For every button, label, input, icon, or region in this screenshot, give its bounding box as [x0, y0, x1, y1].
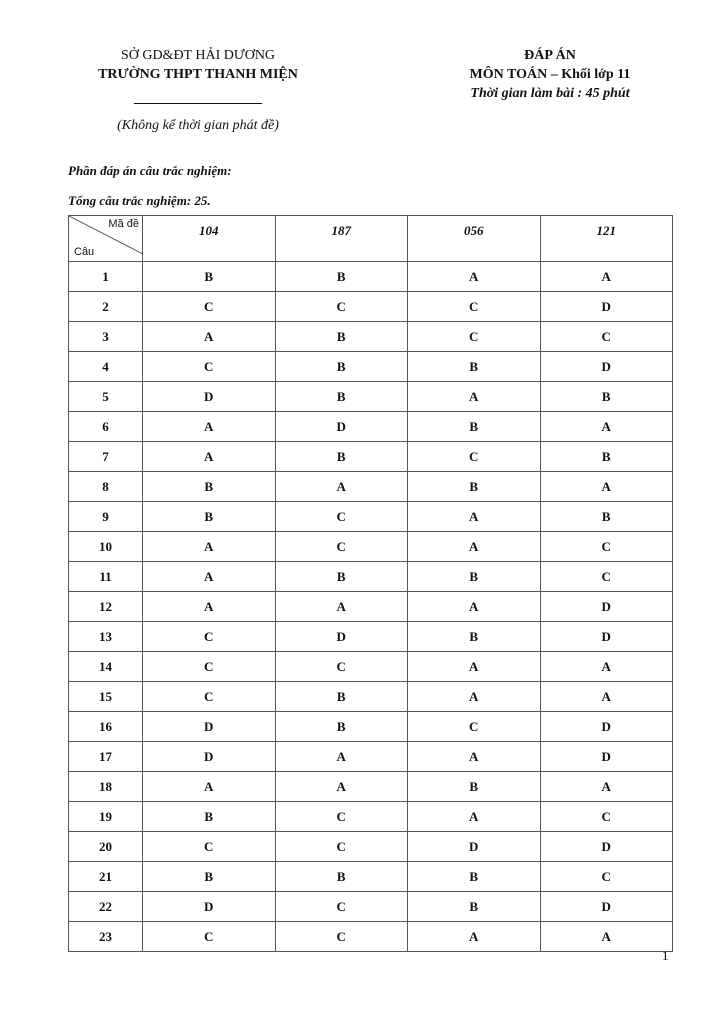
question-number: 17: [69, 742, 143, 772]
question-number: 7: [69, 442, 143, 472]
table-row: [69, 922, 673, 952]
table-row: [69, 502, 673, 532]
answer-cell: B: [275, 352, 408, 382]
exam-code-header: 121: [540, 216, 673, 262]
answer-cell: C: [540, 532, 673, 562]
table-row: [69, 382, 673, 412]
question-number: 5: [69, 382, 143, 412]
answer-cell: B: [540, 502, 673, 532]
table-row: [69, 442, 673, 472]
answer-cell: B: [275, 262, 408, 292]
answer-cell: B: [143, 262, 276, 292]
table-header-row: [69, 216, 673, 262]
question-label: Câu: [74, 246, 95, 258]
answer-cell: B: [143, 802, 276, 832]
answer-cell: B: [408, 892, 541, 922]
answer-cell: C: [408, 442, 541, 472]
answer-cell: C: [275, 532, 408, 562]
total-questions: Tổng câu trắc nghiệm: 25.: [68, 193, 211, 208]
answer-cell: C: [143, 682, 276, 712]
answer-cell: D: [540, 622, 673, 652]
answer-cell: A: [408, 802, 541, 832]
answer-cell: D: [143, 892, 276, 922]
answer-cell: B: [143, 862, 276, 892]
answer-cell: C: [143, 652, 276, 682]
answer-cell: C: [143, 292, 276, 322]
question-number: 13: [69, 622, 143, 652]
answer-cell: C: [540, 562, 673, 592]
answer-cell: C: [143, 922, 276, 952]
table-row: [69, 742, 673, 772]
answer-cell: A: [408, 532, 541, 562]
table-row: [69, 772, 673, 802]
question-number: 18: [69, 772, 143, 802]
subject-grade: MÔN TOÁN – Khối lớp 11: [469, 67, 631, 82]
answer-cell: D: [275, 412, 408, 442]
section-title: Phần đáp án câu trắc nghiệm:: [68, 163, 232, 178]
answer-cell: A: [408, 502, 541, 532]
answer-cell: B: [275, 322, 408, 352]
answer-cell: B: [408, 622, 541, 652]
exam-code-label: Mã đề: [108, 218, 139, 230]
answer-cell: B: [408, 562, 541, 592]
answer-cell: A: [143, 442, 276, 472]
answer-cell: A: [408, 652, 541, 682]
answer-key-table: [68, 215, 673, 952]
answer-cell: C: [275, 802, 408, 832]
table-row: [69, 712, 673, 742]
answer-cell: D: [540, 742, 673, 772]
answer-cell: D: [540, 592, 673, 622]
answer-cell: C: [275, 292, 408, 322]
question-number: 12: [69, 592, 143, 622]
answer-cell: A: [143, 772, 276, 802]
answer-cell: C: [143, 832, 276, 862]
answer-cell: A: [143, 322, 276, 352]
answer-cell: D: [408, 832, 541, 862]
table-row: [69, 862, 673, 892]
exam-code-header: 104: [143, 216, 276, 262]
answer-cell: A: [540, 472, 673, 502]
answer-cell: D: [143, 712, 276, 742]
answer-cell: D: [540, 712, 673, 742]
question-number: 20: [69, 832, 143, 862]
question-number: 1: [69, 262, 143, 292]
answer-cell: A: [408, 262, 541, 292]
answer-cell: C: [275, 892, 408, 922]
question-number: 6: [69, 412, 143, 442]
question-number: 15: [69, 682, 143, 712]
answer-cell: B: [408, 352, 541, 382]
question-number: 10: [69, 532, 143, 562]
table-row: [69, 562, 673, 592]
question-number: 8: [69, 472, 143, 502]
answer-cell: C: [143, 352, 276, 382]
answer-cell: B: [540, 442, 673, 472]
answer-cell: B: [275, 682, 408, 712]
school-header: [68, 46, 328, 84]
answer-cell: B: [275, 862, 408, 892]
answer-cell: C: [408, 322, 541, 352]
table-row: [69, 472, 673, 502]
answer-cell: D: [143, 382, 276, 412]
answer-cell: B: [540, 382, 673, 412]
question-number: 2: [69, 292, 143, 322]
answer-cell: C: [408, 292, 541, 322]
answer-cell: A: [540, 652, 673, 682]
answer-cell: D: [540, 892, 673, 922]
exam-header: [430, 46, 670, 103]
answer-cell: A: [408, 382, 541, 412]
question-number: 21: [69, 862, 143, 892]
answer-cell: A: [143, 412, 276, 442]
answer-cell: A: [275, 742, 408, 772]
answer-cell: D: [540, 292, 673, 322]
answer-cell: C: [408, 712, 541, 742]
answer-cell: B: [408, 772, 541, 802]
table-row: [69, 292, 673, 322]
table-row: [69, 592, 673, 622]
answer-cell: C: [540, 802, 673, 832]
table-row: [69, 682, 673, 712]
table-row: [69, 412, 673, 442]
answer-cell: A: [540, 262, 673, 292]
answer-cell: A: [540, 682, 673, 712]
answer-cell: C: [540, 862, 673, 892]
answer-cell: B: [143, 472, 276, 502]
answer-cell: A: [540, 772, 673, 802]
question-number: 9: [69, 502, 143, 532]
answer-cell: B: [275, 442, 408, 472]
answer-cell: C: [275, 652, 408, 682]
answer-cell: C: [540, 322, 673, 352]
answer-cell: A: [143, 562, 276, 592]
answer-cell: B: [408, 412, 541, 442]
department-name: SỞ GD&ĐT HẢI DƯƠNG: [120, 48, 276, 63]
table-row: [69, 262, 673, 292]
question-number: 11: [69, 562, 143, 592]
table-row: [69, 622, 673, 652]
exam-code-header: 056: [408, 216, 541, 262]
table-row: [69, 832, 673, 862]
table-row: [69, 532, 673, 562]
question-number: 22: [69, 892, 143, 922]
answer-cell: A: [408, 682, 541, 712]
question-number: 19: [69, 802, 143, 832]
answer-cell: C: [275, 922, 408, 952]
question-number: 23: [69, 922, 143, 952]
answer-cell: B: [408, 472, 541, 502]
header-divider: [134, 103, 262, 104]
answer-cell: D: [143, 742, 276, 772]
duration-note: (Không kể thời gian phát đề): [117, 118, 279, 133]
question-number: 4: [69, 352, 143, 382]
answer-cell: A: [275, 592, 408, 622]
answer-cell: A: [540, 412, 673, 442]
question-number: 3: [69, 322, 143, 352]
table-row: [69, 802, 673, 832]
table-row: [69, 322, 673, 352]
answer-cell: C: [275, 832, 408, 862]
answer-cell: D: [275, 622, 408, 652]
answer-cell: A: [275, 772, 408, 802]
answer-cell: C: [275, 502, 408, 532]
answer-cell: B: [143, 502, 276, 532]
answer-cell: A: [275, 472, 408, 502]
answer-cell: B: [275, 712, 408, 742]
document-title: ĐÁP ÁN: [524, 48, 576, 63]
school-name: TRƯỜNG THPT THANH MIỆN: [98, 67, 298, 82]
answer-cell: B: [408, 862, 541, 892]
corner-cell: [69, 216, 143, 262]
table-row: [69, 892, 673, 922]
table-row: [69, 352, 673, 382]
question-number: 16: [69, 712, 143, 742]
page-number: 1: [662, 948, 669, 963]
answer-cell: B: [275, 382, 408, 412]
answer-cell: A: [408, 742, 541, 772]
answer-cell: D: [540, 352, 673, 382]
answer-cell: C: [143, 622, 276, 652]
answer-cell: A: [408, 922, 541, 952]
answer-cell: D: [540, 832, 673, 862]
table-row: [69, 652, 673, 682]
answer-cell: A: [143, 592, 276, 622]
answer-cell: A: [143, 532, 276, 562]
answer-cell: A: [408, 592, 541, 622]
exam-code-header: 187: [275, 216, 408, 262]
question-number: 14: [69, 652, 143, 682]
answer-cell: B: [275, 562, 408, 592]
answer-cell: A: [540, 922, 673, 952]
answer-rows: [69, 262, 673, 952]
exam-duration: Thời gian làm bài : 45 phút: [470, 86, 630, 101]
